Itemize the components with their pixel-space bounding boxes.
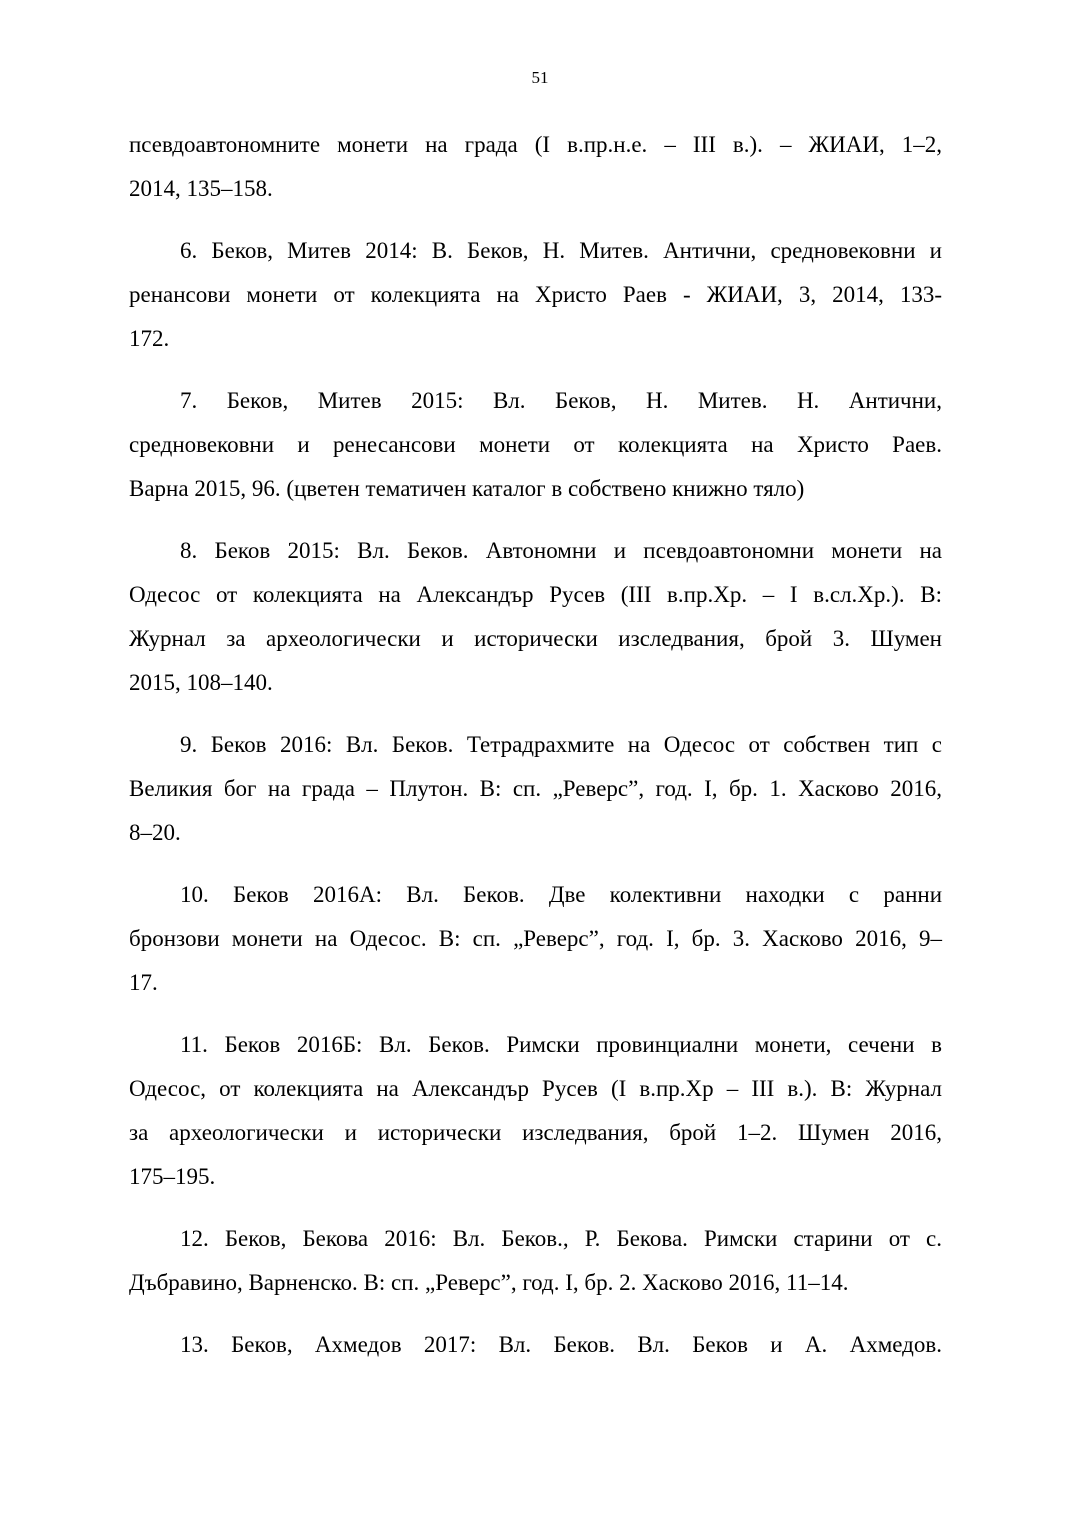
bibliography-body bbox=[129, 123, 942, 1385]
text-line: 7. Беков, Митев 2015: Вл. Беков, Н. Митев. Н. Антични, bbox=[180, 388, 942, 413]
text-line: 13. Беков, Ахмедов 2017: Вл. Беков. Вл. Беков и А. Ахмедов. bbox=[180, 1332, 942, 1357]
text-line: бронзови монети на Одесос. В: сп. „Реверс”, год. I, бр. 3. Хасково 2016, 9– bbox=[129, 926, 942, 951]
text-line: 2014, 135–158. bbox=[129, 176, 273, 201]
bibliography-entry bbox=[129, 529, 942, 705]
bibliography-entry bbox=[129, 379, 942, 511]
text-line: средновековни и ренесансови монети от колекцията на Христо Раев. bbox=[129, 432, 942, 457]
text-line: 8. Беков 2015: Вл. Беков. Автономни и псевдоавтономни монети на bbox=[180, 538, 942, 563]
text-line: 172. bbox=[129, 326, 170, 351]
text-line: 9. Беков 2016: Вл. Беков. Тетрадрахмите на Одесос от собствен тип с bbox=[180, 732, 942, 757]
text-line: 175–195. bbox=[129, 1164, 216, 1189]
bibliography-entry bbox=[129, 1217, 942, 1305]
text-line: псевдоавтономните монети на града (I в.пр.н.е. – III в.). – ЖИАИ, 1–2, bbox=[129, 132, 942, 157]
bibliography-entry bbox=[129, 873, 942, 1005]
bibliography-entry bbox=[129, 123, 942, 211]
bibliography-entry bbox=[129, 1323, 942, 1367]
text-line: 6. Беков, Митев 2014: В. Беков, Н. Митев. Антични, средновековни и bbox=[180, 238, 942, 263]
bibliography-entry bbox=[129, 1023, 942, 1199]
text-line: Варна 2015, 96. (цветен тематичен каталог в собствено книжно тяло) bbox=[129, 476, 805, 501]
text-line: за археологически и исторически изследвания, брой 1–2. Шумен 2016, bbox=[129, 1120, 942, 1145]
bibliography-entry bbox=[129, 723, 942, 855]
text-line: 10. Беков 2016А: Вл. Беков. Две колективни находки с ранни bbox=[180, 882, 942, 907]
page-number: 51 bbox=[531, 68, 549, 87]
text-line: Дъбравино, Варненско. В: сп. „Реверс”, год. I, бр. 2. Хасково 2016, 11–14. bbox=[129, 1270, 849, 1295]
text-line: ренансови монети от колекцията на Христо Раев - ЖИАИ, 3, 2014, 133- bbox=[129, 282, 942, 307]
text-line: Журнал за археологически и исторически изследвания, брой 3. Шумен bbox=[129, 626, 942, 651]
text-line: 2015, 108–140. bbox=[129, 670, 273, 695]
text-line: Великия бог на града – Плутон. В: сп. „Реверс”, год. I, бр. 1. Хасково 2016, bbox=[129, 776, 942, 801]
text-line: 8–20. bbox=[129, 820, 181, 845]
text-line: Одесос от колекцията на Александър Русев (III в.пр.Хр. – I в.сл.Хр.). В: bbox=[129, 582, 942, 607]
text-line: 12. Беков, Бекова 2016: Вл. Беков., Р. Бекова. Римски старини от с. bbox=[180, 1226, 942, 1251]
text-line: 11. Беков 2016Б: Вл. Беков. Римски провинциални монети, сечени в bbox=[180, 1032, 942, 1057]
text-line: Одесос, от колекцията на Александър Русев (I в.пр.Хр – III в.). В: Журнал bbox=[129, 1076, 942, 1101]
bibliography-entry bbox=[129, 229, 942, 361]
text-line: 17. bbox=[129, 970, 158, 995]
